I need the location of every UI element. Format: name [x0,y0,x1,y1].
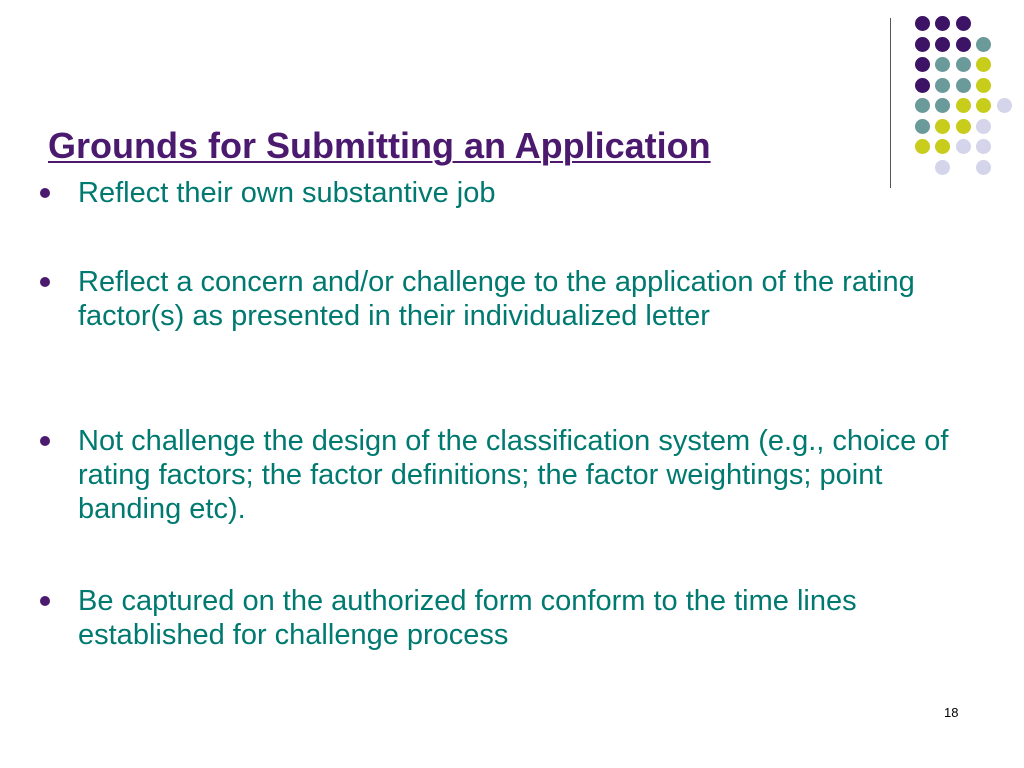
bullet-icon [40,436,50,446]
decorative-dot [915,78,930,93]
decorative-dot [976,98,991,113]
page-number: 18 [944,705,959,720]
decorative-dot [956,57,971,72]
decorative-dot [956,78,971,93]
slide-title: Grounds for Submitting an Application [48,125,711,166]
bullet-icon [40,277,50,287]
bullet-text: Reflect their own substantive job [78,177,496,209]
vertical-divider [890,18,891,188]
decorative-dot [935,78,950,93]
decorative-dot [915,16,930,31]
decorative-dot [976,37,991,52]
decorative-dot [976,119,991,134]
decorative-dot [915,98,930,113]
decorative-dot [956,119,971,134]
bullet-icon [40,188,50,198]
decorative-dot [915,119,930,134]
bullet-text: Be captured on the authorized form conform to the time lines established for challenge process [78,585,857,651]
decorative-dot [976,160,991,175]
decorative-dot [915,37,930,52]
decorative-dot [976,57,991,72]
decorative-dot [915,57,930,72]
decorative-dot [935,98,950,113]
decorative-dot [935,57,950,72]
decorative-dot [956,37,971,52]
decorative-dot [956,139,971,154]
decorative-dot [976,78,991,93]
bullet-text: Not challenge the design of the classification system (e.g., choice of rating factors; the factor definitions; the factor weightings; point banding etc). [78,425,949,525]
decorative-dot [976,139,991,154]
decorative-dot [915,139,930,154]
decorative-dot [956,16,971,31]
decorative-dot [935,119,950,134]
decorative-dot [935,160,950,175]
decorative-dot [935,16,950,31]
decorative-dot [997,98,1012,113]
decorative-dot [956,98,971,113]
decorative-dot [935,139,950,154]
bullet-text: Reflect a concern and/or challenge to the application of the rating factor(s) as presented in their individualized letter [78,266,915,332]
decorative-dot [935,37,950,52]
bullet-icon [40,596,50,606]
